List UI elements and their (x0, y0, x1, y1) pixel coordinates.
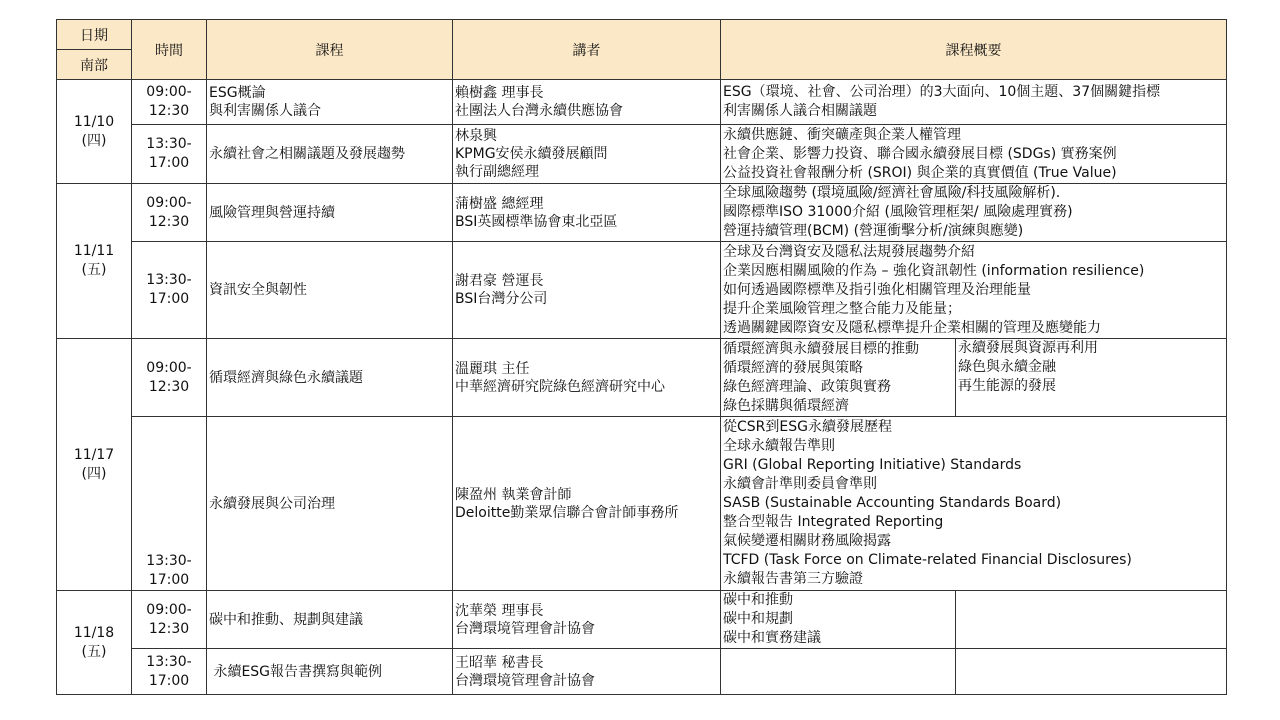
speaker-line: 謝君豪 營運長 (455, 273, 544, 289)
summary-line: 全球永續報告準則 (723, 438, 835, 454)
speaker-line: 社團法人台灣永續供應協會 (455, 103, 623, 119)
summary-line: 碳中和實務建議 (723, 630, 821, 646)
speaker-cell (453, 339, 721, 417)
time-end: 12:30 (148, 213, 190, 230)
speaker-line: BSI台灣分公司 (455, 291, 548, 307)
summary-line: GRI (Global Reporting Initiative) Standards (723, 457, 1022, 473)
summary-line: 綠色採購與循環經濟 (723, 397, 849, 414)
summary-line: SASB (Sustainable Accounting Standards Board) (723, 495, 1062, 511)
course-cell (207, 125, 453, 184)
speaker-line: 沈華榮 理事長 (455, 602, 544, 619)
summary-line: 永續供應鏈、衝突礦產與企業人權管理 (723, 126, 961, 143)
course-line: 永續社會之相關議題及發展趨勢 (209, 146, 405, 162)
summary-cell-right (956, 339, 1227, 417)
speaker-line: 中華經濟研究院綠色經濟研究中心 (455, 378, 665, 395)
course-cell (207, 184, 453, 242)
header-time: 時間 (132, 20, 207, 80)
course-cell (207, 417, 453, 591)
header-date: 日期 (57, 20, 132, 50)
time-end: 12:30 (148, 103, 190, 119)
time-start: 09:00- (146, 84, 192, 100)
header-speaker: 講者 (453, 20, 721, 80)
course-schedule-table (56, 19, 1227, 695)
summary-line: 循環經濟與永續發展目標的推動 (723, 340, 919, 357)
summary-line: 碳中和推動 (723, 592, 793, 608)
time-cell (132, 591, 207, 649)
time-end: 17:00 (148, 672, 190, 689)
summary-line: 社會企業、影響力投資、聯合國永續發展目標 (SDGs) 實務案例 (723, 145, 1117, 162)
summary-line: ESG（環境、社會、公司治理）的3大面向、10個主題、37個關鍵指標 (723, 84, 1161, 100)
course-line: 永續發展與公司治理 (209, 495, 335, 512)
time-end: 17:00 (148, 291, 190, 307)
table-row (57, 242, 1227, 339)
time-end: 17:00 (148, 572, 190, 588)
weekday-label: (四) (81, 465, 107, 482)
time-cell (132, 649, 207, 695)
summary-line: 永續發展與資源再利用 (958, 340, 1098, 356)
date-cell (57, 184, 132, 339)
table-row (57, 591, 1227, 649)
speaker-cell (453, 125, 721, 184)
summary-line: 透過關鍵國際資安及隱私標準提升企業相關的管理及應變能力 (723, 319, 1101, 336)
course-cell (207, 591, 453, 649)
speaker-cell (453, 649, 721, 695)
course-line: ESG概論 (209, 85, 266, 101)
speaker-line: 陳盈州 執業會計師 (455, 486, 572, 503)
time-start: 13:30- (146, 272, 192, 288)
speaker-line: 台灣環境管理會計協會 (455, 672, 595, 689)
time-start: 13:30- (146, 653, 192, 670)
summary-line: 營運持續管理(BCM) (營運衝擊分析/演練與應變) (723, 223, 1024, 239)
speaker-line: BSI英國標準協會東北亞區 (455, 213, 618, 230)
course-line: 碳中和推動、規劃與建議 (209, 611, 363, 628)
speaker-line: 台灣環境管理會計協會 (455, 620, 595, 637)
summary-line: 公益投資社會報酬分析 (SROI) 與企業的真實價值 (True Value) (723, 164, 1117, 181)
summary-line: TCFD (Task Force on Climate-related Financial Disclosures) (723, 552, 1132, 568)
summary-line: 利害關係人議合相關議題 (723, 103, 877, 119)
weekday-label: (五) (81, 262, 107, 278)
date-label: 11/18 (73, 624, 115, 641)
time-start: 13:30- (146, 553, 192, 569)
date-label: 11/17 (73, 446, 115, 463)
summary-line: 永續會計準則委員會準則 (723, 476, 877, 492)
summary-cell-left (721, 591, 956, 649)
speaker-cell (453, 591, 721, 649)
date-label: 11/10 (73, 113, 115, 130)
time-start: 09:00- (146, 359, 192, 376)
weekday-label: (五) (81, 643, 107, 660)
time-start: 09:00- (146, 194, 192, 211)
summary-line: 循環經濟的發展與策略 (723, 359, 863, 376)
summary-cell (721, 242, 1227, 339)
speaker-line: 林泉興 (455, 128, 497, 144)
summary-line: 永續報告書第三方驗證 (723, 571, 863, 587)
speaker-cell (453, 242, 721, 339)
speaker-line: Deloitte勤業眾信聯合會計師事務所 (455, 504, 679, 521)
time-cell (132, 242, 207, 339)
summary-line: 碳中和規劃 (723, 611, 793, 627)
course-line: 資訊安全與韌性 (209, 282, 307, 298)
table-row (57, 649, 1227, 695)
course-line: 永續ESG報告書撰寫與範例 (209, 663, 383, 680)
summary-line: 綠色經濟理論、政策與實務 (723, 378, 891, 395)
summary-line: 全球及台灣資安及隱私法規發展趨勢介紹 (723, 243, 975, 260)
summary-line: 企業因應相關風險的作為 – 強化資訊韌性 (information resilience) (723, 262, 1145, 279)
summary-cell-left (721, 339, 956, 417)
speaker-cell (453, 80, 721, 125)
summary-line: 綠色與永續金融 (958, 359, 1056, 375)
time-cell (132, 339, 207, 417)
time-cell (132, 80, 207, 125)
summary-cell (721, 417, 1227, 591)
summary-line: 整合型報告 Integrated Reporting (723, 514, 944, 530)
time-start: 09:00- (146, 601, 192, 618)
speaker-cell (453, 417, 721, 591)
table-row (57, 184, 1227, 242)
course-cell (207, 339, 453, 417)
table-row (57, 339, 1227, 417)
speaker-cell (453, 184, 721, 242)
time-cell (132, 184, 207, 242)
course-line: 循環經濟與綠色永續議題 (209, 369, 363, 386)
course-cell (207, 242, 453, 339)
summary-line: 從CSR到ESG永續發展歷程 (723, 419, 892, 435)
time-cell (132, 417, 207, 591)
course-line: 風險管理與營運持續 (209, 204, 335, 221)
summary-cell-left (721, 649, 956, 695)
summary-line: 再生能源的發展 (958, 378, 1056, 394)
time-end: 12:30 (148, 378, 190, 395)
date-label: 11/11 (73, 243, 115, 259)
summary-cell (721, 125, 1227, 184)
summary-line: 全球風險趨勢 (環境風險/經濟社會風險/科技風險解析). (723, 185, 1061, 201)
table-row (57, 80, 1227, 125)
speaker-line: KPMG安侯永續發展顧問 (455, 146, 608, 162)
header-row (57, 20, 1227, 50)
header-summary: 課程概要 (721, 20, 1227, 80)
speaker-line: 賴樹鑫 理事長 (455, 85, 544, 101)
summary-line: 如何透過國際標準及指引強化相關管理及治理能量 (723, 281, 1031, 298)
summary-line: 國際標準ISO 31000介紹 (風險管理框架/ 風險處理實務) (723, 204, 1073, 220)
speaker-line: 蒲樹盛 總經理 (455, 195, 544, 212)
table-row (57, 417, 1227, 591)
summary-cell-right (956, 649, 1227, 695)
time-end: 17:00 (148, 155, 190, 171)
course-cell (207, 80, 453, 125)
weekday-label: (四) (81, 132, 107, 149)
course-cell (207, 649, 453, 695)
time-start: 13:30- (146, 136, 192, 152)
summary-cell (721, 80, 1227, 125)
speaker-line: 溫麗琪 主任 (455, 360, 530, 377)
date-cell (57, 591, 132, 695)
summary-cell-right (956, 591, 1227, 649)
time-end: 12:30 (148, 620, 190, 637)
date-cell (57, 80, 132, 184)
header-region: 南部 (57, 50, 132, 80)
table-row (57, 125, 1227, 184)
date-cell (57, 339, 132, 591)
course-line: 與利害關係人議合 (209, 103, 321, 119)
summary-cell (721, 184, 1227, 242)
time-cell (132, 125, 207, 184)
speaker-line: 王昭華 秘書長 (455, 654, 544, 671)
summary-line: 氣候變遷相關財務風險揭露 (723, 533, 891, 549)
summary-line: 提升企業風險管理之整合能力及能量； (723, 300, 961, 317)
header-course: 課程 (207, 20, 453, 80)
speaker-line: 執行副總經理 (455, 164, 539, 180)
